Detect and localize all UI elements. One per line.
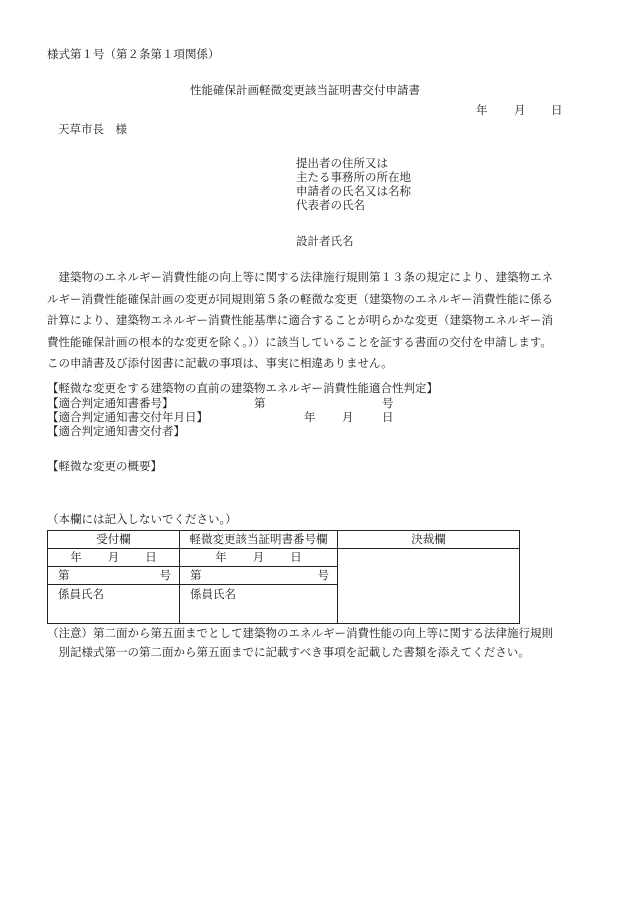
addressee: 天草市長 様: [58, 122, 127, 136]
notice-date-year: 年: [304, 410, 316, 424]
form-number: 様式第１号（第２条第１項関係）: [47, 47, 220, 61]
certificate-number-column-header: 軽微変更該当証明書番号欄: [180, 531, 338, 549]
reception-column-header: 受付欄: [48, 531, 180, 549]
statement-line: ルギー消費性能確保計画の変更が同規則第５条の軽微な変更（建築物のエネルギー消費性能に係る: [47, 291, 553, 306]
certificate-number-cell: 第 号: [180, 567, 338, 585]
certificate-staff-cell: 係員氏名: [180, 585, 338, 624]
notice-date-label: 【適合判定通知書交付年月日】: [47, 410, 208, 424]
statement-line: この申請書及び添付図書に記載の事項は、事実に相違ありません。: [47, 356, 393, 370]
office-use-table: [47, 530, 520, 624]
application-statement: [47, 267, 587, 375]
notice-number-suffix: 号: [382, 396, 394, 410]
reception-number-cell: 第 号: [48, 567, 180, 585]
applicant-office-label: 主たる事務所の所在地: [296, 170, 411, 184]
prior-judgment-heading: 【軽微な変更をする建築物の直前の建築物エネルギー消費性能適合性判定】: [47, 381, 438, 395]
statement-line: 建築物のエネルギー消費性能の向上等に関する法律施行規則第１３条の規定により、建築物エネ: [47, 270, 553, 284]
approval-column-header: 決裁欄: [338, 531, 520, 549]
reception-staff-cell: 係員氏名: [48, 585, 180, 624]
note-line-2: 別記様式第一の第二面から第五面までに記載すべき事項を記載した書類を添えてください。: [47, 645, 530, 659]
date-month-label: 月: [514, 103, 526, 117]
applicant-address-label: 提出者の住所又は: [296, 156, 388, 170]
statement-line: 計算により、建築物エネルギー消費性能基準に適合することが明らかな変更（建築物エネルギー消: [47, 313, 553, 327]
representative-name-label: 代表者の氏名: [296, 198, 365, 212]
notice-number-prefix: 第: [254, 396, 266, 410]
date-year-label: 年: [476, 103, 488, 117]
statement-line: 費性能確保計画の根本的な変更を除く。））に該当していることを証する書面の交付を申請します。: [47, 334, 552, 349]
notice-date-month: 月: [342, 410, 354, 424]
note-line-1: （注意）第二面から第五面までとして建築物のエネルギー消費性能の向上等に関する法律施行規則: [47, 626, 553, 640]
notice-date-day: 日: [382, 410, 394, 424]
document-title: 性能確保計画軽微変更該当証明書交付申請書: [190, 83, 420, 97]
notice-number-label: 【適合判定通知書番号】: [47, 396, 174, 410]
approval-cell: [338, 549, 520, 624]
designer-name-label: 設計者氏名: [296, 234, 354, 248]
reception-date-cell: 年 月 日: [48, 549, 180, 567]
change-summary-heading: 【軽微な変更の概要】: [47, 459, 162, 473]
date-day-label: 日: [551, 103, 563, 117]
issuer-label: 【適合判定通知書交付者】: [47, 424, 185, 438]
certificate-date-cell: 年 月 日: [180, 549, 338, 567]
applicant-name-label: 申請者の氏名又は名称: [296, 184, 411, 198]
office-use-note: （本欄には記入しないでください。）: [47, 512, 237, 526]
